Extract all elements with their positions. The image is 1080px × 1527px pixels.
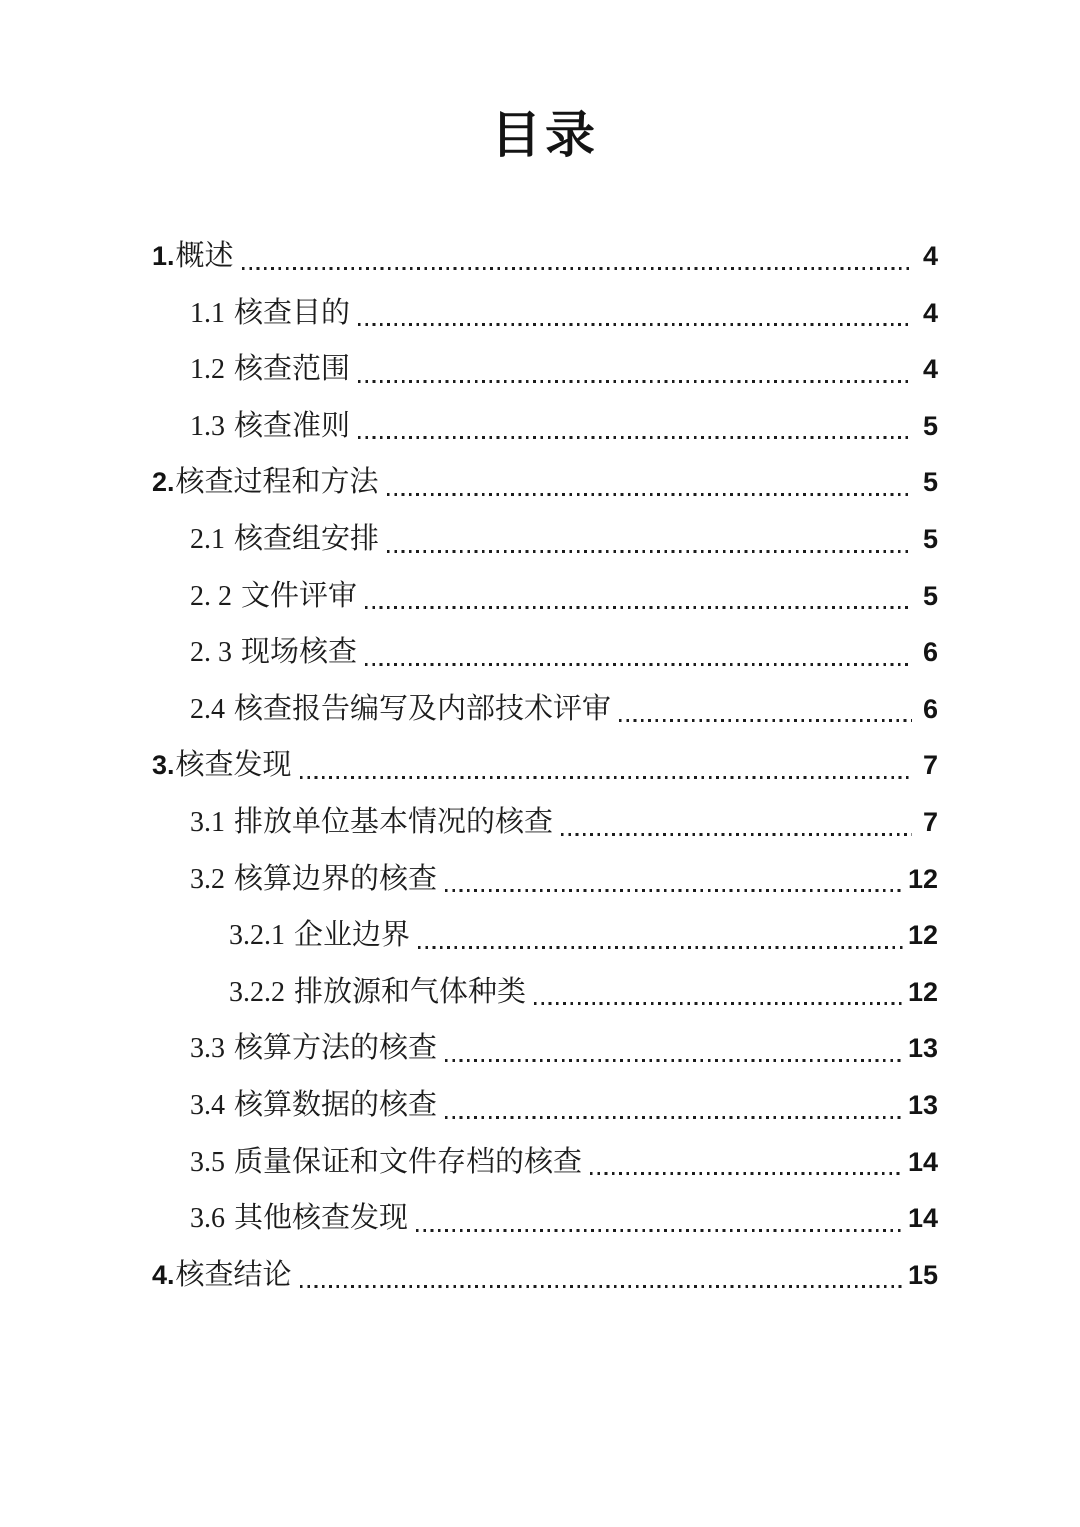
- entry-number: 3.: [152, 750, 175, 781]
- dot-leader: [300, 776, 912, 779]
- entry-title: 其他核查发现: [234, 1202, 409, 1235]
- entry-number: 2.: [152, 467, 175, 498]
- dot-leader: [445, 1116, 904, 1119]
- dot-leader: [619, 719, 912, 722]
- dot-leader: [534, 1002, 904, 1005]
- entry-number: 1.: [152, 241, 175, 271]
- entry-number: 3.1: [190, 806, 225, 838]
- entry-title: 企业边界: [294, 919, 411, 952]
- toc-entry: [152, 681, 938, 738]
- entry-number: 4.: [152, 1259, 175, 1290]
- dot-leader: [445, 1059, 904, 1062]
- entry-page-number: 13: [907, 1089, 938, 1120]
- dot-leader: [358, 323, 912, 326]
- entry-title: 核查结论: [175, 1258, 292, 1291]
- entry-page-number: 5: [922, 523, 938, 554]
- entry-page-number: 5: [922, 410, 938, 441]
- entry-page-number: 15: [907, 1259, 938, 1290]
- toc-entry: [152, 1247, 938, 1304]
- entry-number: 3.2.1: [229, 920, 285, 952]
- toc-entry: [152, 907, 938, 964]
- entry-number: 2. 3: [190, 637, 232, 669]
- entry-title: 核查报告编写及内部技术评审: [234, 692, 612, 725]
- entry-page-number: 4: [922, 297, 938, 328]
- dot-leader: [242, 267, 912, 270]
- entry-title: 核算边界的核查: [234, 862, 438, 895]
- entry-page-number: 14: [907, 1146, 938, 1177]
- dot-leader: [445, 889, 904, 892]
- entry-number: 3.4: [190, 1089, 225, 1121]
- toc-entry: [152, 568, 938, 625]
- toc-entry: [152, 341, 938, 398]
- dot-leader: [365, 663, 912, 666]
- entry-title: 质量保证和文件存档的核查: [234, 1145, 583, 1178]
- entry-page-number: 5: [922, 580, 938, 611]
- entry-page-number: 13: [907, 1033, 938, 1064]
- toc-entry: [152, 1020, 938, 1077]
- entry-title: 核查发现: [175, 749, 292, 782]
- entry-page-number: 7: [922, 750, 938, 781]
- entry-title: 核查范围: [234, 353, 351, 386]
- toc-entry: [152, 511, 938, 568]
- entry-number: 2.1: [190, 523, 225, 555]
- dot-leader: [358, 380, 912, 383]
- entry-number: 3.5: [190, 1146, 225, 1178]
- toc-entry: [152, 794, 938, 851]
- entry-page-number: 12: [907, 863, 938, 894]
- entry-number: 3.2.2: [229, 976, 285, 1008]
- entry-page-number: 12: [907, 920, 938, 951]
- entry-page-number: 12: [907, 976, 938, 1007]
- entry-page-number: 5: [922, 467, 938, 498]
- entry-title: 核查目的: [234, 296, 351, 329]
- table-of-contents: [152, 228, 938, 1303]
- entry-number: 2.4: [190, 693, 225, 725]
- dot-leader: [300, 1285, 904, 1288]
- entry-number: 1.1: [190, 297, 225, 329]
- entry-title: 排放单位基本情况的核查: [234, 805, 554, 838]
- entry-page-number: 6: [922, 637, 938, 668]
- entry-page-number: 6: [922, 693, 938, 724]
- entry-number: 1.3: [190, 410, 225, 442]
- toc-entry: [152, 398, 938, 455]
- toc-entry: [152, 737, 938, 794]
- entry-number: 1.2: [190, 354, 225, 386]
- entry-number: 3.6: [190, 1203, 225, 1235]
- toc-entry: [152, 285, 938, 342]
- entry-title: 排放源和气体种类: [294, 975, 527, 1008]
- toc-entry: [152, 964, 938, 1021]
- dot-leader: [561, 833, 912, 836]
- entry-page-number: 4: [922, 241, 938, 271]
- toc-entry: [152, 851, 938, 908]
- dot-leader: [365, 606, 912, 609]
- toc-entry: [152, 228, 938, 285]
- entry-number: 3.3: [190, 1033, 225, 1065]
- entry-title: 文件评审: [241, 579, 358, 612]
- entry-number: 2. 2: [190, 580, 232, 612]
- dot-leader: [590, 1172, 904, 1175]
- toc-entry: [152, 1134, 938, 1191]
- entry-page-number: 7: [922, 806, 938, 837]
- entry-title: 核算方法的核查: [234, 1032, 438, 1065]
- page-title: 目录: [491, 107, 599, 163]
- toc-entry: [152, 624, 938, 681]
- entry-page-number: 14: [907, 1203, 938, 1234]
- entry-title: 核查过程和方法: [175, 466, 379, 499]
- entry-title: 核算数据的核查: [234, 1088, 438, 1121]
- toc-entry: [152, 454, 938, 511]
- entry-number: 3.2: [190, 863, 225, 895]
- entry-page-number: 4: [922, 354, 938, 385]
- entry-title: 概述: [175, 240, 234, 272]
- toc-entry: [152, 1077, 938, 1134]
- dot-leader: [416, 1229, 904, 1232]
- dot-leader: [387, 550, 912, 553]
- toc-entry: [152, 1190, 938, 1247]
- dot-leader: [358, 436, 912, 439]
- dot-leader: [387, 493, 912, 496]
- dot-leader: [418, 946, 904, 949]
- entry-title: 核查准则: [234, 409, 351, 442]
- entry-title: 核查组安排: [234, 522, 380, 555]
- entry-title: 现场核查: [241, 636, 358, 669]
